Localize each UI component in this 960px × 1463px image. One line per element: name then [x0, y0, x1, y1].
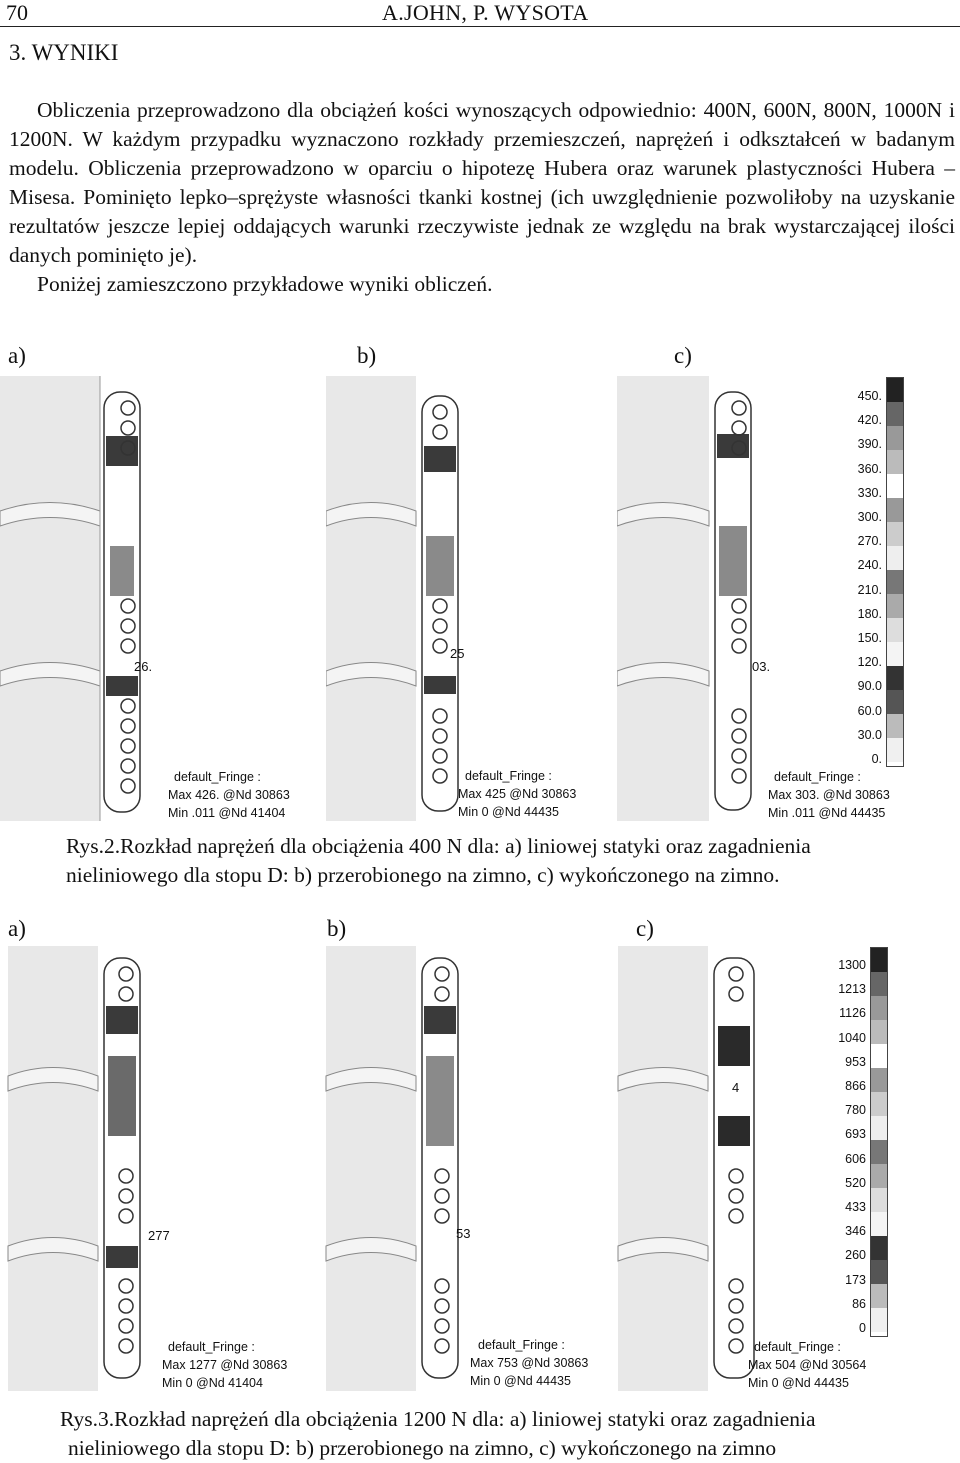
- fig2-color-scale-bar: [886, 377, 904, 767]
- fig3-scale-tick: 780: [845, 1103, 866, 1118]
- fig3-c-fringe-title: default_Fringe :: [754, 1340, 841, 1354]
- fig3-caption-line2: nieliniowego dla stopu D: b) przerobionego na zimno, c) wykończonego na zimno: [68, 1436, 777, 1460]
- fig3-a-fringe-title: default_Fringe :: [168, 1340, 255, 1354]
- fig2-panel-a-image: [0, 376, 310, 821]
- fig2-label-c: c): [674, 343, 692, 368]
- fig3-b-fringe-max: Max 753 @Nd 30863: [470, 1356, 589, 1370]
- page-number: 70: [6, 0, 28, 25]
- fig2-scale-tick: 0.: [871, 752, 882, 766]
- fig2-scale-tick: 150.: [857, 631, 882, 645]
- fig3-a-fringe-min: Min 0 @Nd 41404: [162, 1376, 263, 1390]
- bone-plate: [104, 392, 140, 812]
- fig3-scale-tick: 0: [859, 1321, 866, 1335]
- fig3-label-a: a): [8, 916, 26, 941]
- fig2-c-value-label: 03.: [752, 659, 771, 674]
- fig3-a-value-label: 277: [148, 1228, 170, 1243]
- fig3-scale-tick: 953: [845, 1054, 866, 1069]
- fig2-scale-tick: 300.: [857, 510, 882, 524]
- fig3-a-fringe-max: Max 1277 @Nd 30863: [162, 1358, 288, 1372]
- fig3-b-value-label: 53: [456, 1226, 471, 1241]
- fig3-scale-tick: 606: [845, 1151, 866, 1166]
- fig3-scale-tick: 260: [845, 1248, 866, 1263]
- fig3-b-fringe-min: Min 0 @Nd 44435: [470, 1374, 571, 1388]
- fig3-scale-tick: 86: [852, 1296, 866, 1311]
- fig2-panel-c-image: [617, 376, 847, 821]
- fig2-scale-tick: 90.0: [857, 679, 882, 694]
- fig2-scale-tick: 60.0: [857, 703, 882, 718]
- paragraph-2: Poniżej zamieszczono przykładowe wyniki obliczeń.: [37, 272, 493, 296]
- fig2-b-value-label: 25: [450, 646, 465, 661]
- fig3-label-c: c): [636, 916, 654, 941]
- running-header-authors: A.JOHN, P. WYSOTA: [382, 0, 589, 25]
- fig2-scale-tick: 450.: [857, 389, 882, 403]
- fig2-c-fringe-max: Max 303. @Nd 30863: [768, 788, 890, 802]
- fig2-b-fringe-max: Max 425 @Nd 30863: [458, 787, 577, 801]
- fig2-scale-tick: 270.: [857, 534, 882, 549]
- fig2-scale-tick: 390.: [857, 437, 882, 452]
- fig3-c-fringe-min: Min 0 @Nd 44435: [748, 1376, 849, 1390]
- fig2-panel-b-image: [326, 376, 616, 821]
- fig2-a-fringe-min: Min .011 @Nd 41404: [168, 806, 286, 820]
- fig3-panel-b-image: [322, 946, 612, 1391]
- fig3-c-fringe-max: Max 504 @Nd 30564: [748, 1358, 867, 1372]
- fig2-b-fringe-min: Min 0 @Nd 44435: [458, 805, 559, 819]
- fig2-label-a: a): [8, 343, 26, 368]
- fig2-c-fringe-title: default_Fringe :: [774, 770, 861, 784]
- fig2-scale-tick: 330.: [857, 485, 882, 500]
- fig3-b-fringe-title: default_Fringe :: [478, 1338, 565, 1352]
- fig2-label-b: b): [357, 343, 377, 368]
- fig2-scale-tick: 180.: [857, 606, 882, 621]
- header-rule: [0, 26, 960, 27]
- fig2-scale-tick: 210.: [857, 582, 882, 597]
- fig3-panel-c-image: [614, 946, 850, 1391]
- fig3-scale-tick: 1040: [838, 1030, 866, 1045]
- fig3-color-scale-bar: [870, 947, 888, 1337]
- fig2-scale-tick: 30.0: [857, 727, 882, 742]
- section-title: 3. WYNIKI: [9, 40, 119, 65]
- fig3-scale-tick: 433: [845, 1200, 866, 1214]
- fig3-scale-tick: 346: [845, 1224, 866, 1239]
- fig2-a-value-label: 26.: [134, 659, 153, 674]
- fig3-caption-line1: Rys.3.Rozkład naprężeń dla obciążenia 1200 N dla: a) liniowej statyki oraz zagadnienia: [60, 1407, 816, 1431]
- fig2-b-fringe-title: default_Fringe :: [465, 769, 552, 783]
- fig3-label-b: b): [327, 916, 347, 941]
- fig3-panel-a-image: [0, 946, 300, 1391]
- fig3-scale-tick: 173: [845, 1272, 866, 1287]
- fig2-caption-line1: Rys.2.Rozkład naprężeń dla obciążenia 400 N dla: a) liniowej statyki oraz zagadnienia: [66, 834, 811, 858]
- fig3-scale-tick: 520: [845, 1175, 866, 1190]
- fig3-scale-tick: 1300: [838, 958, 866, 972]
- fig2-c-fringe-min: Min .011 @Nd 44435: [768, 806, 886, 820]
- fig3-scale-tick: 1213: [838, 982, 866, 997]
- fig2-scale-tick: 360.: [857, 461, 882, 476]
- fig3-scale-tick: 693: [845, 1127, 866, 1142]
- fig2-scale-tick: 420.: [857, 413, 882, 428]
- fig3-c-value-label: 4: [732, 1080, 740, 1095]
- fig2-scale-tick: 120.: [857, 655, 882, 670]
- fig2-a-fringe-title: default_Fringe :: [174, 770, 261, 784]
- body-text: [9, 96, 955, 299]
- fig3-scale-tick: 1126: [839, 1006, 866, 1021]
- fig2-a-fringe-max: Max 426. @Nd 30863: [168, 788, 290, 802]
- fig3-scale-tick: 866: [845, 1079, 866, 1093]
- fig2-scale-tick: 240.: [857, 558, 882, 573]
- fig2-caption-line2: nieliniowego dla stopu D: b) przerobionego na zimno, c) wykończonego na zimno.: [66, 863, 780, 887]
- paragraph-1: Obliczenia przeprowadzono dla obciążeń kości wynoszących odpowiednio: 400N, 600N, 800N, 1000N i 1200N. W każdym przypadku wyznaczono rozkłady przemieszczeń, naprężeń i odkształceń w badanym modelu. Obliczenia przeprowadzono w oparciu o hipotezę Hubera oraz warunek plastyczności Hubera – Misesa. Pominięto lepko–sprężyste własności tkanki kostnej (ich uwzględnienie pozwoliłoby na uzyskanie rezultatów jeszcze lepiej oddających warunki rzeczywiste jednak ze względu na brak wystarczającej ilości danych pominięto je).: [9, 98, 955, 267]
